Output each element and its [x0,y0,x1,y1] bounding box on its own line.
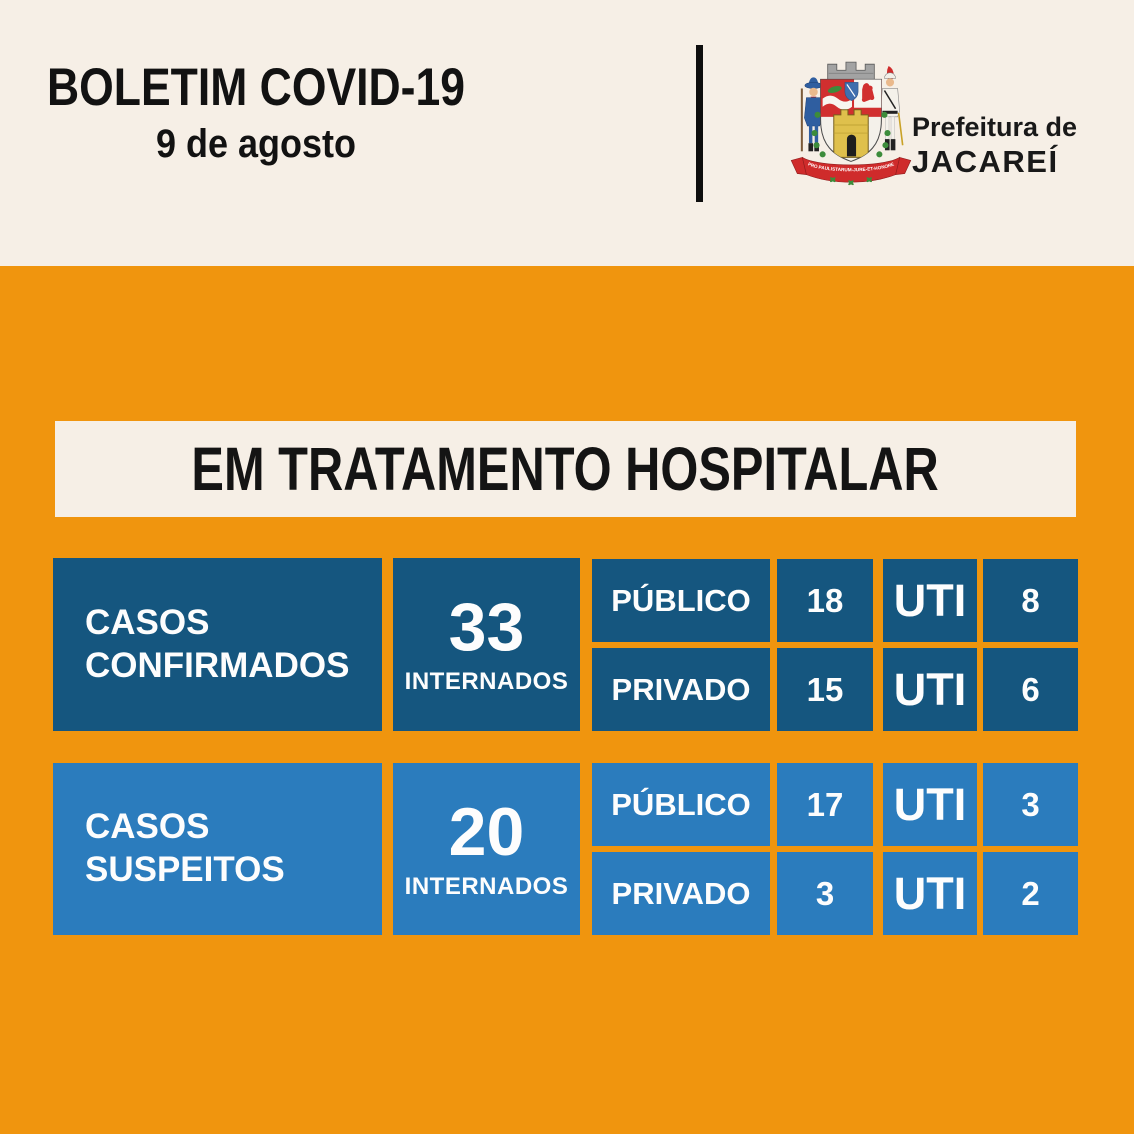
confirmed-private-value: 15 [777,648,873,731]
suspect-label-line1: CASOS [85,807,210,847]
confirmed-label-line1: CASOS [85,602,210,642]
suspect-label-card [53,763,382,935]
title-block [0,60,512,165]
section-banner [55,421,1076,517]
confirmed-private-uti-label: UTI [883,648,977,731]
confirmed-label-line2: CONFIRMADOS [85,645,350,685]
logo-city-name: JACAREÍ [912,144,1059,179]
bulletin-date: 9 de agosto [155,121,357,166]
suspect-private-label: PRIVADO [592,852,770,935]
suspect-count-label: INTERNADOS [404,872,569,900]
city-logo [778,52,1098,222]
confirmed-label [53,602,349,687]
confirmed-public-uti-label: UTI [883,559,977,642]
suspect-count-card [393,763,580,935]
confirmed-count-label: INTERNADOS [404,668,569,695]
confirmed-count-card [393,558,580,731]
coat-of-arms-motto: PRO PAULISTARUM-JURE-ET-HONORE [807,161,895,173]
confirmed-private-label: PRIVADO [592,648,770,731]
suspect-public-value: 17 [777,763,873,846]
suspect-private-uti-value: 2 [983,852,1078,935]
suspect-private-value: 3 [777,852,873,935]
confirmed-public-value: 18 [777,559,873,642]
bulletin-title: BOLETIM COVID-19 [46,58,466,117]
suspect-count: 20 [448,793,525,870]
logo-org-name: Prefeitura de [912,112,1078,142]
suspect-private-uti-label: UTI [883,852,977,935]
header [0,0,1134,266]
header-divider [696,45,703,202]
confirmed-count: 33 [448,589,525,665]
confirmed-public-uti-value: 8 [983,559,1078,642]
jacarei-coat-of-arms-icon [778,52,924,204]
suspect-label [53,806,285,891]
suspect-public-label: PÚBLICO [592,763,770,846]
suspect-public-uti-label: UTI [883,763,977,846]
suspect-label-line2: SUSPEITOS [85,850,285,889]
confirmed-private-uti-value: 6 [983,648,1078,731]
confirmed-public-label: PÚBLICO [592,559,770,642]
confirmed-label-card [53,558,382,731]
suspect-public-uti-value: 3 [983,763,1078,846]
logo-text [912,112,1077,180]
section-banner-title: EM TRATAMENTO HOSPITALAR [191,435,940,503]
